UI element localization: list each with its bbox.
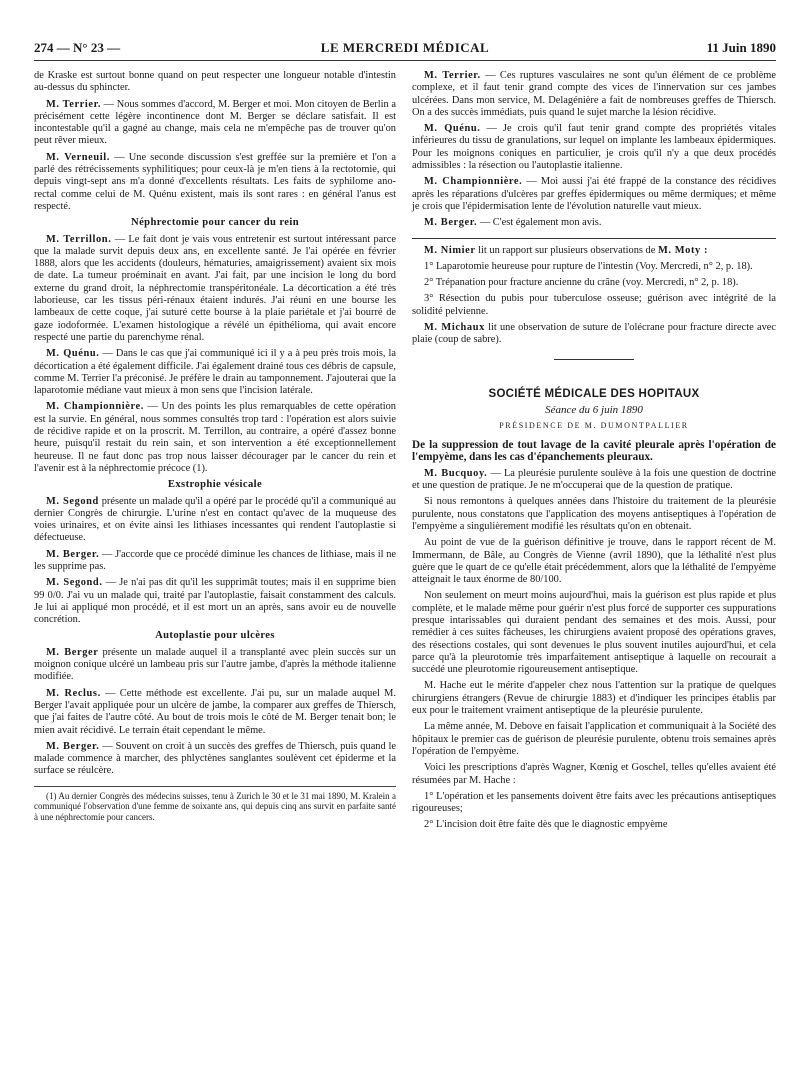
journal-title: LE MERCREDI MÉDICAL xyxy=(320,40,490,55)
list-item: 2° Trépanation pour fracture ancienne du crâne (voy. Mercredi, n° 2, p. 18). xyxy=(424,277,739,289)
list-item: 1° Laparotomie heureuse pour rupture de l'intestin (Voy. Mercredi, n° 2, p. 18). xyxy=(424,260,753,272)
section-heading: Autoplastie pour ulcères xyxy=(155,630,275,642)
paragraph: Si nous remontons à quelques années dans l'histoire du traitement de la pleurésie purulente, nous constatons que l'application des moyens antiseptiques à l'opération de l'empyème a singulièrement modifié les résultats qu'on en obtenait. xyxy=(412,496,776,532)
paragraph: Voici les prescriptions d'après Wagner, Kœnig et Goschel, telles qu'elles avaient été résumées par M. Hache : xyxy=(412,762,776,786)
speaker: M. Michaux xyxy=(424,322,485,334)
left-column xyxy=(34,70,396,823)
paragraph: M. Michaux lit une observation de suture de l'olécrane pour fracture directe avec plaie (coup de sabre). xyxy=(412,322,776,346)
paragraph: Non seulement on meurt moins aujourd'hui, mais la guérison est plus rapide et plus complète, et le malade même pour guérir n'est plus forcé de supporter ces suppurations presque intarissables qui duraient pendant des semaines et des mois. Aussi, pour remédier à ces suites fâcheuses, les chirurgiens avaient proposé des opérations graves, des résections costales, qui sont devenues le plus souvent inutiles aujourd'hui, et cela parce qu'à la pleurotomie très imparfaitement antiseptique à laquelle on recourait a succédé une pleurotomie rigoureusement antiseptique. xyxy=(412,590,776,676)
paragraph: M. Terrier. — Ces ruptures vasculaires ne sont qu'un élément de ce problème complexe, et il faut tenir grand compte des vices de l'innervation sur ces jambes ulcérées. Dans mon service, M. Delagénière a fait de nombreuses greffes de Thiersch. On a des succès immédiats, puis quand le sujet marche la lésion récidive. xyxy=(412,70,776,118)
paragraph: M. Championnière. — Un des points les plus remarquables de cette opération est la survie. En général, nous sommes consultés trop tard : l'opération est alors suivie de récidive rapide et on la proscrit. M. Terrillon, au contraire, a opéré d'assez bonne heure, puisqu'il restait du rein sain, et son intervention a été exceptionnellement heureuse. Il ne faut donc pas trop nous laisser décourager par le cancer du rein et l'avenir est à la néphrectomie précoce (1). xyxy=(34,401,396,474)
presidency: PRÉSIDENCE DE M. DUMONTPALLIER xyxy=(499,421,689,431)
paragraph: M. Hache eut le mérite d'appeler chez nous l'attention sur la pratique de quelques chirurgiens étrangers (Revue de chirurgie 1883) et d'indiquer les principes établis par eux pour le traitement vraiment antiseptique de la pleurésie purulente. xyxy=(412,680,776,717)
paragraph: M. Bucquoy. — La pleurésie purulente soulève à la fois une question de doctrine et une question de pratique. Je ne m'occuperai que de la question de pratique. xyxy=(412,467,776,492)
list-item: 3° Résection du pubis pour tuberculose osseuse; guérison avec intégrité de la solidité pelvienne. xyxy=(412,293,776,317)
right-column xyxy=(412,70,776,836)
section-heading: Néphrectomie pour cancer du rein xyxy=(131,217,299,229)
speaker: M. Terrier. xyxy=(46,98,102,110)
speaker: M. Championnière. xyxy=(424,176,523,188)
speaker: M. Berger xyxy=(46,646,99,658)
paragraph: de Kraske est surtout bonne quand on peut respecter une longueur notable d'intestin au-dessus du sphincter. xyxy=(34,70,396,94)
speaker: M. Segond xyxy=(46,495,99,507)
speaker: M. Quénu. xyxy=(424,123,481,135)
society-heading: SOCIÉTÉ MÉDICALE DES HOPITAUX xyxy=(488,387,700,400)
speaker: M. Nimier xyxy=(424,244,476,256)
speaker: M. Moty : xyxy=(657,244,709,256)
page-header xyxy=(34,38,776,61)
page-number: 274 — N° 23 — xyxy=(34,40,121,55)
paragraph: M. Segond présente un malade qu'il a opéré par le procédé qu'il a communiqué au dernier Congrès de chirurgie. L'urine n'est en contact qu'avec de la muqueuse des voies urinaires, et on évite ainsi les lithiases incessantes qui rendent l'autoplastie si défectueuse. xyxy=(34,495,396,544)
speaker: M. Berger. xyxy=(46,548,100,560)
speaker: M. Segond. xyxy=(46,577,103,589)
paragraph: M. Berger. — C'est également mon avis. xyxy=(424,217,602,229)
footnote xyxy=(34,786,396,823)
speaker: M. Berger. xyxy=(46,740,100,752)
section-heading: Exstrophie vésicale xyxy=(167,479,263,491)
divider xyxy=(554,359,634,360)
speaker: M. Championnière. xyxy=(46,401,144,413)
paragraph: M. Verneuil. — Une seconde discussion s'est greffée sur la première et l'on a parlé des rétrécissements syphilitiques; pour ceux-là je m'en tiens à la rectotomie, qui depuis vingt-sept ans m'a donné d'excellents résultats. Les faits de syphilome ano-rectal comme celui de M. Quénu existent, mais ils sont rares : en général l'anus est respecté. xyxy=(34,151,397,212)
footnote-text: (1) Au dernier Congrès des médecins suisses, tenu à Zurich le 30 et le 31 mai 1890, M. Kralein a communiqué l'observation d'une femme de soixante ans, qui depuis cinq ans survit en parfaite santé à une néphrectomie pour cancers. xyxy=(34,790,396,822)
paragraph: M. Reclus. — Cette méthode est excellente. J'ai pu, sur un malade auquel M. Berger l'avait appliquée pour un ulcère de jambe, la comparer aux greffes de Thiersch, que j'ai faites de l'autre côté. Au bout de trois mois le côté de M. Berger tenait bon; le mien avait récidivé. Le terrain était cependant le même. xyxy=(34,687,396,736)
paragraph: Au point de vue de la guérison définitive je trouve, dans le rapport récent de M. Immermann, de Bâle, au Congrès de Vienne (avril 1890), que la léthalité n'est plus guère que le quart de ce qu'elle était précédemment, alors que la léthalité de l'empyème atteignait le taux énorme de 80/100. xyxy=(412,537,776,586)
paragraph: M. Nimier lit un rapport sur plusieurs observations de M. Moty : xyxy=(424,244,709,256)
paragraph: M. Quénu. — Dans le cas que j'ai communiqué ici il y a à peu près trois mois, la décortication a été également difficile. J'ai également drainé tous ces débris de capsule, comme M. Terrier l'a préconisé. Je préfère le drain au tamponnement. J'ajouterai que la laparotomie médiane vaut mieux à mon sens que l'incision latérale. xyxy=(34,348,397,397)
paragraph: M. Terrier. — Nous sommes d'accord, M. Berger et moi. Mon citoyen de Berlin a précisément cette légère incontinence dont M. Berger se déclare satisfait. Il est incontestable qu'il a gagné au change, mais cela ne m'empêche pas de trouver qu'on peut rêver mieux. xyxy=(34,98,396,147)
list-item: 2° L'incision doit être faite dès que le diagnostic empyème xyxy=(424,819,668,831)
paragraph: M. Berger présente un malade auquel il a transplanté avec plein succès sur un moignon conique ulcéré un lambeau pris sur l'autre jambe, d'après la méthode italienne modifiée. xyxy=(34,646,396,683)
article-title: De la suppression de tout lavage de la cavité pleurale après l'opération de l'empyème, dans les cas d'épanchements pleuraux. xyxy=(412,438,776,464)
speaker: M. Verneuil. xyxy=(46,151,110,163)
speaker: M. Terrier. xyxy=(424,70,481,81)
speaker: M. Terrillon. xyxy=(46,233,112,245)
paragraph: La même année, M. Debove en faisait l'application et communiquait à la Société des hôpitaux le premier cas de guérison de pleurésie purulente, obtenu trois semaines après l'opération de l'empyème. xyxy=(412,721,776,757)
paragraph: M. Championnière. — Moi aussi j'ai été frappé de la constance des récidives après les réparations d'ulcères par greffes épidermiques ou même dermiques; et même je crois que l'épidermisation lente de l'évolution naturelle vaut mieux. xyxy=(412,176,776,212)
speaker: M. Quénu. xyxy=(46,348,100,360)
divider xyxy=(412,238,776,239)
list-item: 1° L'opération et les pansements doivent être faits avec les précautions antiseptiques rigoureuses; xyxy=(412,790,776,815)
speaker: M. Bucquoy. xyxy=(424,467,488,479)
speaker: M. Reclus. xyxy=(46,687,101,699)
paragraph: M. Terrillon. — Le fait dont je vais vous entretenir est surtout intéressant parce que la malade survit depuis deux ans, en excellente santé. Je l'ai opérée en février 1888, alors que les accidents (douleurs, hématuries, amaigrissement) avaient six mois de date. La tumeur proéminait en avant. J'ai fait, par une incision le long du bord externe du grand droit, la néphrectomie transpéritonéale. La décortication a été très laborieuse, car les tissus péri-rénaux étaient indurés. J'ai réuni en une bourse les lambeaux de cette coque, j'ai suturé cette bourse à la plaie pariétale et j'ai bourré de gaze iodoformée. L'examen histologique a révélé un épithélioma, qui avait encore respecté une partie du parenchyme rénal. xyxy=(34,233,396,343)
paragraph: M. Segond. — Je n'ai pas dit qu'il les supprimât toutes; mais il en supprime bien 99 0/0. J'ai vu un malade qui, traité par l'autoplastie, faisait constamment des calculs. Je lui ai appliqué mon procédé, et il est mort un an après, sans avoir eu de nouvelle concrétion. xyxy=(34,577,396,626)
paragraph: M. Berger. — J'accorde que ce procédé diminue les chances de lithiase, mais il ne les supprime pas. xyxy=(34,548,396,572)
speaker: M. Berger. xyxy=(424,217,478,229)
paragraph: M. Berger. — Souvent on croit à un succès des greffes de Thiersch, puis quand le malade commence à marcher, des phlyctènes sanglantes soulèvent cet épiderme et la surface se réulcère. xyxy=(34,740,396,777)
issue-date: 11 Juin 1890 xyxy=(706,40,776,55)
paragraph: M. Quénu. — Je crois qu'il faut tenir grand compte des propriétés vitales inférieures du tissu de granulations, sur lequel on implante les lambeaux épidermiques. Pour les moignons coniques en particulier, je crois qu'il n'y a que deux procédés admissibles : la résection ou l'autoplastie italienne. xyxy=(412,123,776,172)
session-date: Séance du 6 juin 1890 xyxy=(545,403,643,416)
